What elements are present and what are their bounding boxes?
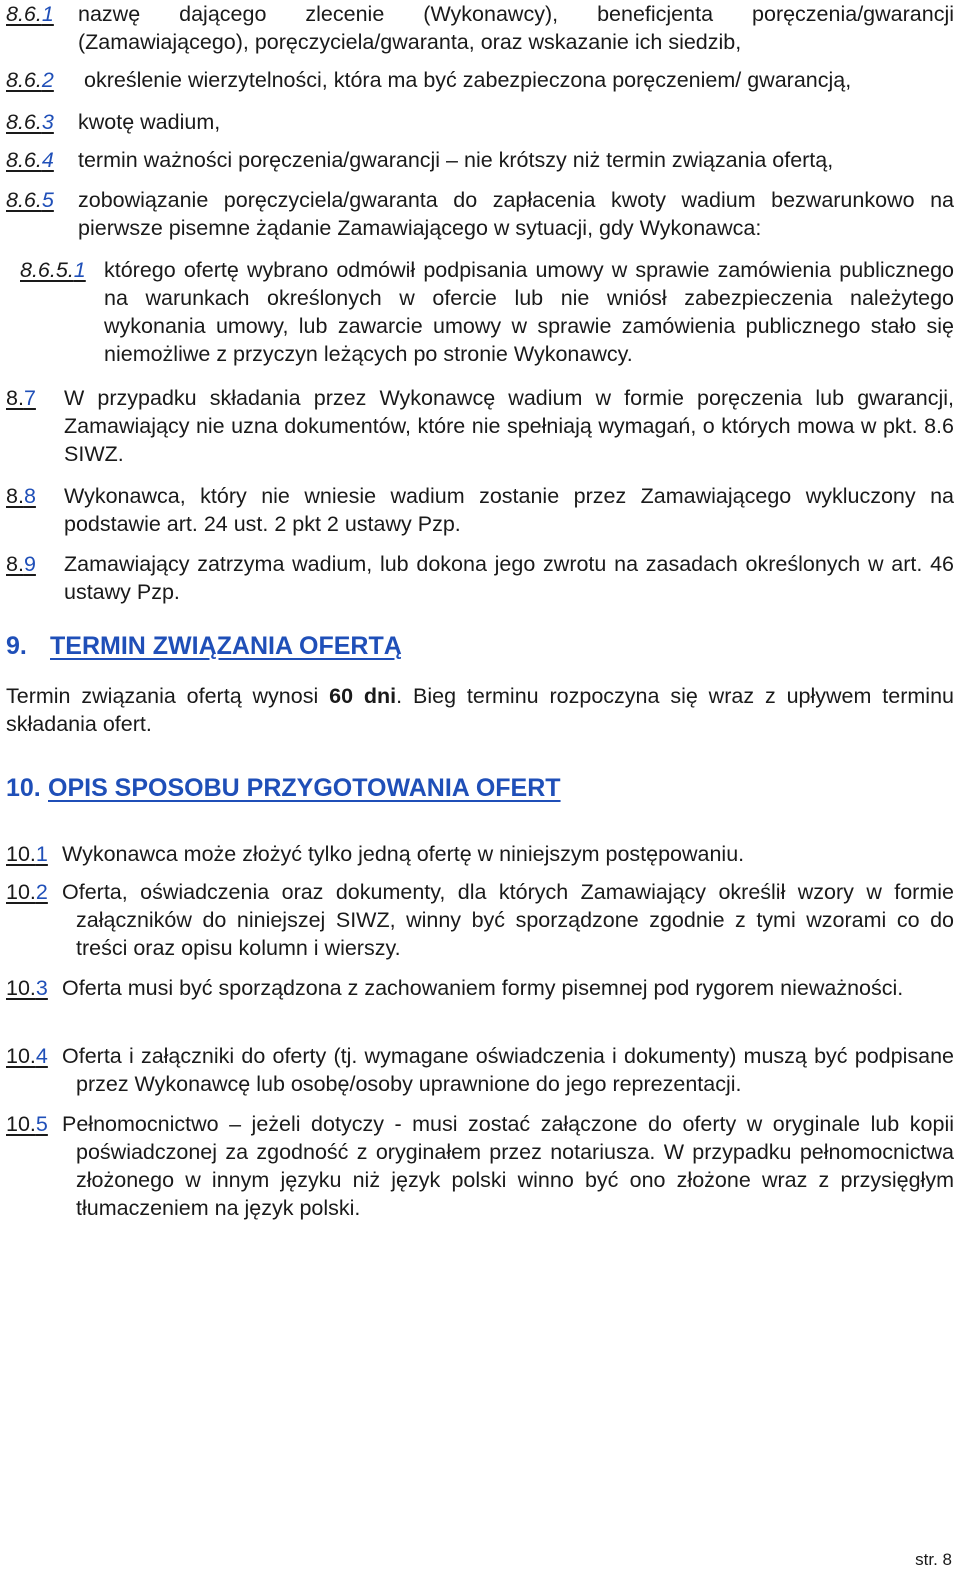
item-number: 8.8 <box>6 484 36 508</box>
item-text: kwotę wadium, <box>78 110 221 134</box>
section-heading <box>6 632 402 660</box>
section-title: TERMIN ZWIĄZANIA OFERTĄ <box>50 632 402 660</box>
list-item <box>6 384 954 468</box>
list-item <box>6 840 954 868</box>
item-text: określenie wierzytelności, która ma być zabezpieczona poręczeniem/ gwarancją, <box>84 68 852 92</box>
list-item <box>20 256 954 368</box>
section-number: 9. <box>6 632 27 660</box>
item-text: Oferta musi być sporządzona z zachowaniem formy pisemnej pod rygorem nieważności. <box>62 976 904 1000</box>
list-item <box>6 0 954 56</box>
item-number: 10.1 <box>6 842 48 866</box>
item-text: zobowiązanie poręczyciela/gwaranta do zapłacenia kwoty wadium bezwarunkowo na pierwsze pisemne żądanie Zamawiającego w sytuacji, gdy Wykonawca: <box>78 188 954 240</box>
item-number: 10.4 <box>6 1044 48 1068</box>
binding-period: 60 dni <box>329 684 397 708</box>
item-text: W przypadku składania przez Wykonawcę wadium w formie poręczenia lub gwarancji, Zamawiający nie uzna dokumentów, które nie spełniają wymagań, o których mowa w pkt. 8.6 SIWZ. <box>64 386 954 466</box>
item-text: którego ofertę wybrano odmówił podpisania umowy w sprawie zamówienia publicznego na warunkach określonych w ofercie lub nie wniósł zabezpieczenia należytego wykonania umowy, lub zawarcie umowy w sprawie zamówienia publicznego stało się niemożliwe z przyczyn leżących po stronie Wykonawcy. <box>104 258 954 366</box>
list-item <box>6 108 954 136</box>
section-number: 10. <box>6 774 41 802</box>
list-item <box>6 186 954 242</box>
item-number: 8.6.5.1 <box>20 258 86 282</box>
item-text: Oferta i załączniki do oferty (tj. wymagane oświadczenia i dokumenty) muszą być podpisane przez Wykonawcę lub osobę/osoby uprawnione do jego reprezentacji. <box>62 1044 954 1096</box>
item-text: nazwę dającego zlecenie (Wykonawcy), beneficjenta poręczenia/gwarancji (Zamawiającego), poręczyciela/gwaranta, oraz wskazanie ich siedzib, <box>78 2 954 54</box>
item-text: Wykonawca może złożyć tylko jedną ofertę w niniejszym postępowaniu. <box>62 842 745 866</box>
list-item <box>6 974 954 1002</box>
list-item <box>6 482 954 538</box>
item-number: 8.9 <box>6 552 36 576</box>
item-number: 8.6.4 <box>6 148 54 172</box>
item-number: 10.5 <box>6 1112 48 1136</box>
page-number: str. 8 <box>915 1550 952 1569</box>
item-text: Oferta, oświadczenia oraz dokumenty, dla których Zamawiający określił wzory w formie załączników do niniejszej SIWZ, winny być sporządzone zgodnie z tymi wzorami co do treści oraz opisu kolumn i wierszy. <box>62 880 954 960</box>
list-item <box>6 66 954 94</box>
item-number: 10.3 <box>6 976 48 1000</box>
section-paragraph: Termin związania ofertą wynosi 60 dni. Bieg terminu rozpoczyna się wraz z upływem terminu składania ofert. <box>6 684 954 736</box>
list-item <box>6 146 954 174</box>
item-number: 8.7 <box>6 386 36 410</box>
list-item <box>6 1042 954 1098</box>
item-number: 8.6.2 <box>6 68 54 92</box>
section-heading <box>6 774 561 802</box>
item-text: Pełnomocnictwo – jeżeli dotyczy - musi zostać załączone do oferty w oryginale lub kopii poświadczonej za zgodność z oryginałem przez notariusza. W przypadku pełnomocnictwa złożonego w innym języku niż język polski winno być ono złożone wraz z przysięgłym tłumaczeniem na język polski. <box>62 1112 954 1220</box>
list-item <box>6 878 954 962</box>
item-number: 10.2 <box>6 880 48 904</box>
item-number: 8.6.3 <box>6 110 54 134</box>
list-item <box>6 1110 954 1222</box>
section-title: OPIS SPOSOBU PRZYGOTOWANIA OFERT <box>48 774 561 802</box>
item-number: 8.6.1 <box>6 2 54 26</box>
item-text: Wykonawca, który nie wniesie wadium zostanie przez Zamawiającego wykluczony na podstawie art. 24 ust. 2 pkt 2 ustawy Pzp. <box>64 484 954 536</box>
item-text: Zamawiający zatrzyma wadium, lub dokona jego zwrotu na zasadach określonych w art. 46 ustawy Pzp. <box>64 552 954 604</box>
list-item <box>6 550 954 606</box>
item-number: 8.6.5 <box>6 188 54 212</box>
item-text: termin ważności poręczenia/gwarancji – nie krótszy niż termin związania ofertą, <box>78 148 834 172</box>
